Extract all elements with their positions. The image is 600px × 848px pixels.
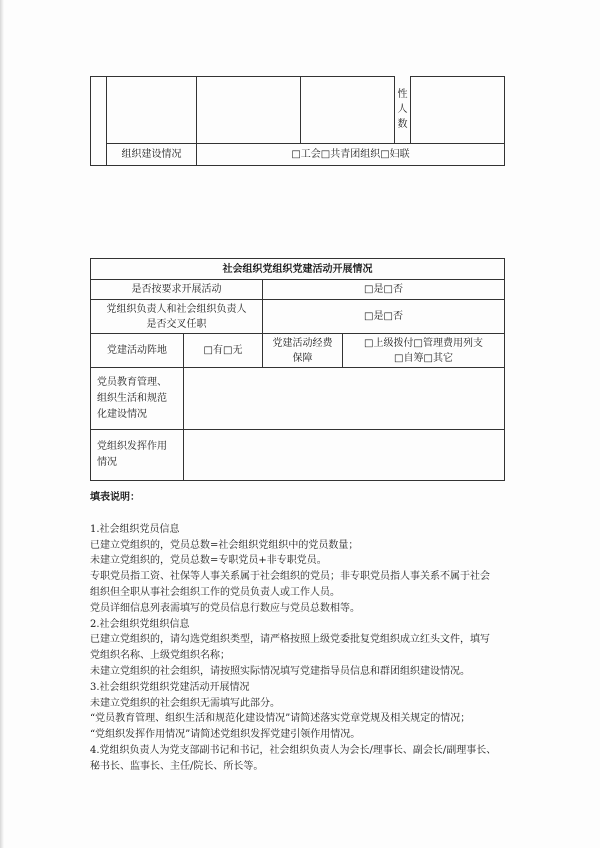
instruction-line: 2.社会组织党组织信息 [90,618,190,630]
instruction-line: 已建立党组织的，请勾选党组织类型，请严格按照上级党委批复党组织成立红头文件，填写 [90,634,490,646]
cross-appointment-label-line2: 是否交叉任职 [146,318,207,330]
instruction-line: 秘书长、监事长、主任/院长、所长等。 [90,760,264,772]
instruction-line: 组织但全职从事社会组织工作的党员负责人或工作人员。 [90,586,340,598]
row-education-label [91,368,184,430]
funding-options-line1[interactable]: □上级拨付□管理费用列支 [364,337,483,349]
instruction-line: “党组织发挥作用情况”请简述党组织发挥党建引领作用情况。 [90,729,361,741]
row-funding-checkboxes[interactable] [343,334,505,368]
gender-char-1: 性 [397,89,408,101]
role-label-line2: 情况 [97,457,117,468]
instruction-line: 4.党组织负责人为党支部副书记和书记，社会组织负责人为会长/理事长、副会长/副理事长、 [90,744,497,756]
party-activity-table [90,258,505,481]
instruction-line: “党员教育管理、组织生活和规范化建设情况”请简述落实党章党规及相关规定的情况； [90,713,471,725]
row-venue-label: 党建活动阵地 [91,334,184,368]
member-info-table-fragment [90,76,505,166]
blank-cell[interactable] [107,77,197,144]
row-role-input[interactable] [184,430,505,481]
row-activities-checkboxes[interactable]: □是□否 [263,280,505,300]
table-margin-cell [91,144,107,166]
org-building-checkboxes[interactable]: □工会□共青团组织□妇联 [197,144,505,166]
activity-table-title: 社会组织党组织党建活动开展情况 [91,259,505,280]
instruction-line: 未建立党组织的，党员总数=专职党员+非专职党员。 [90,555,327,567]
education-label-line2: 组织生活和规范 [97,392,167,404]
row-education-input[interactable] [184,368,505,430]
instruction-line: 已建立党组织的，党员总数=社会组织党组织中的党员数量； [90,539,359,551]
blank-cell[interactable] [301,77,395,144]
instruction-line: 党员详细信息列表需填写的党员信息行数应与党员总数相等。 [90,602,360,614]
row-activities-label: 是否按要求开展活动 [91,280,263,300]
instruction-line: 党组织名称、上级党组织名称； [90,650,230,662]
instruction-line: 未建立党组织的社会组织无需填写此部分。 [90,697,280,709]
row-venue-checkboxes[interactable]: □有□无 [184,334,263,368]
instruction-line: 未建立党组织的社会组织，请按照实际情况填写党建指导员信息和群团组织建设情况。 [90,665,470,677]
instruction-line: 3.社会组织党组织党建活动开展情况 [90,681,250,693]
role-label-line1: 党组织发挥作用 [97,441,167,452]
funding-label-line2: 保障 [292,352,313,364]
gender-count-label [395,77,411,144]
scan-edge-shadow [0,0,4,848]
education-label-line3: 化建设情况 [97,408,147,420]
gender-count-value-cell[interactable] [411,77,505,144]
education-label-line1: 党员教育管理、 [97,376,167,388]
row-funding-label [263,334,343,368]
org-building-label: 组织建设情况 [107,144,197,166]
blank-cell[interactable] [197,77,301,144]
funding-label-line1: 党建活动经费 [272,337,333,349]
instruction-line: 1.社会组织党员信息 [90,523,180,535]
row-cross-appointment-label [91,300,263,334]
row-cross-appointment-checkboxes[interactable]: □是□否 [263,300,505,334]
row-role-label [91,430,184,481]
gender-char-2: 人 [397,104,408,116]
gender-char-3: 数 [397,119,408,131]
funding-options-line2[interactable]: □自筹□其它 [394,352,453,364]
instructions-heading: 填表说明： [90,492,140,503]
filling-instructions [90,490,520,775]
cross-appointment-label-line1: 党组织负责人和社会组织负责人 [106,303,247,315]
instruction-line: 专职党员指工资、社保等人事关系属于社会组织的党员；非专职党员指人事关系不属于社会 [90,571,490,583]
table-margin-cell [91,77,107,144]
